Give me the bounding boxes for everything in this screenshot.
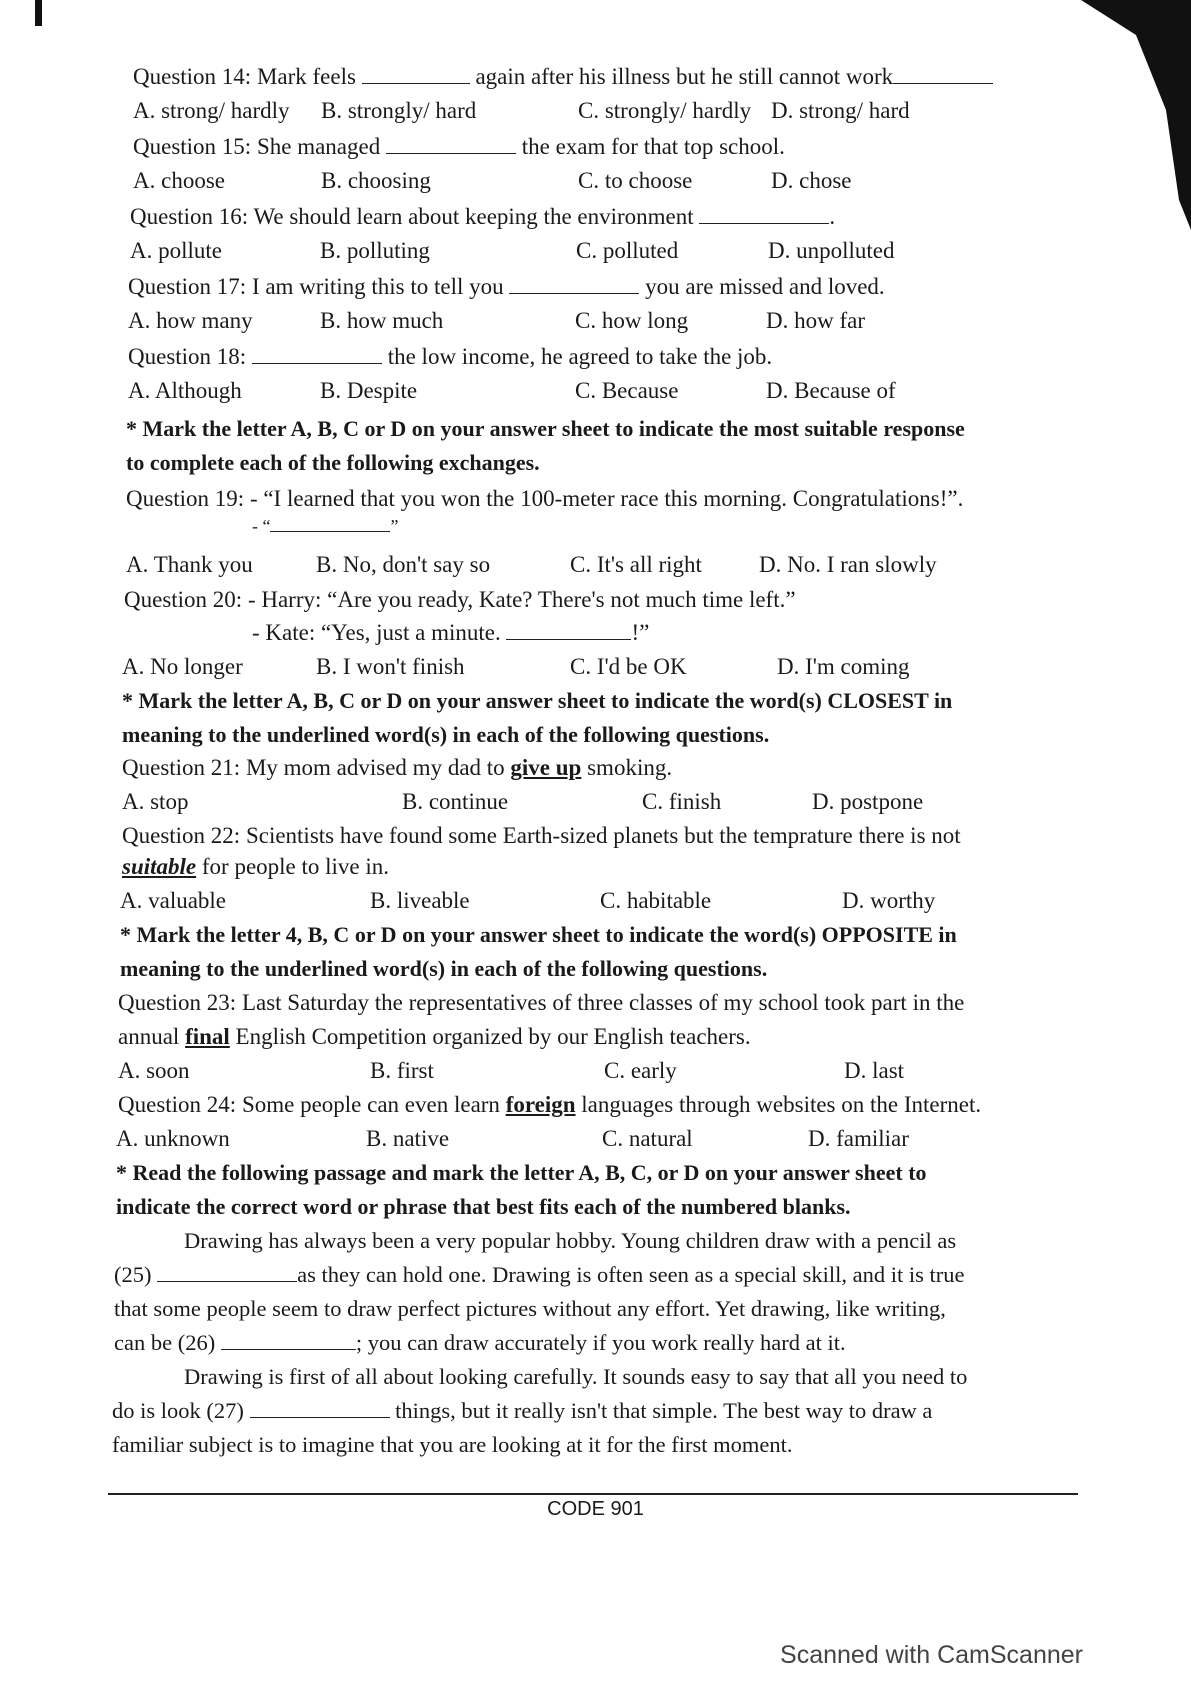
instruction-passage: * Read the following passage and mark the letter A, B, C, or D on your answer sheet to — [116, 1160, 927, 1185]
passage-line: Drawing has always been a very popular hobby. Young children draw with a pencil as — [184, 1228, 957, 1253]
instruction-closest: meaning to the underlined word(s) in each of the following questions. — [122, 722, 770, 747]
option-b: B. I won't finish — [316, 654, 465, 679]
option-c: C. I'd be OK — [570, 654, 687, 679]
option-b: B. strongly/ hard — [321, 98, 477, 123]
option-d: D. unpolluted — [768, 238, 895, 263]
answer-blank-25 — [157, 1263, 297, 1282]
answer-blank — [270, 517, 390, 532]
question-22: Question 22: Scientists have found some Earth-sized planets but the temprature there is not — [122, 823, 961, 848]
question-21: Question 21: My mom advised my dad to give up smoking. — [122, 755, 673, 780]
question-23: Question 23: Last Saturday the representatives of three classes of my school took part in the — [118, 990, 965, 1015]
passage-line: can be (26) ; you can draw accurately if you work really hard at it. — [114, 1330, 846, 1355]
option-b: B. first — [370, 1058, 434, 1083]
question-14: Question 14: Mark feels again after his illness but he still cannot work — [133, 64, 993, 90]
instruction-opposite: * Mark the letter 4, B, C or D on your answer sheet to indicate the word(s) OPPOSITE in — [120, 922, 957, 947]
question-19: Question 19: - “I learned that you won the 100-meter race this morning. Congratulations!”. — [126, 486, 964, 511]
instruction-opposite: meaning to the underlined word(s) in each of the following questions. — [120, 956, 768, 981]
exam-code: CODE 901 — [547, 1498, 644, 1520]
option-d: D. Because of — [766, 378, 896, 403]
question-16: Question 16: We should learn about keeping the environment . — [130, 204, 836, 229]
question-20-reply: - Kate: “Yes, just a minute. !” — [252, 620, 650, 645]
question-15: Question 15: She managed the exam for that top school. — [133, 134, 785, 159]
passage-line: (25) as they can hold one. Drawing is often seen as a special skill, and it is true — [114, 1262, 965, 1287]
question-24: Question 24: Some people can even learn foreign languages through websites on the Internet. — [118, 1092, 982, 1117]
option-b: B. how much — [320, 308, 444, 333]
option-a: A. Although — [128, 378, 242, 403]
option-a: A. choose — [133, 168, 225, 193]
option-a: A. how many — [128, 308, 253, 333]
option-a: A. unknown — [116, 1126, 230, 1151]
underlined-word: foreign — [505, 1092, 576, 1117]
underlined-word: final — [185, 1024, 230, 1049]
instruction-passage: indicate the correct word or phrase that best fits each of the numbered blanks. — [116, 1194, 851, 1219]
option-b: B. continue — [402, 789, 509, 814]
scanner-watermark: Scanned with CamScanner — [780, 1641, 1083, 1669]
option-d: D. strong/ hard — [771, 98, 910, 123]
answer-blank-26 — [221, 1331, 356, 1350]
question-17: Question 17: I am writing this to tell you you are missed and loved. — [128, 274, 885, 299]
option-a: A. strong/ hardly — [133, 98, 290, 123]
option-c: C. polluted — [576, 238, 679, 263]
footer-rule — [108, 1493, 1078, 1495]
passage-line: Drawing is first of all about looking carefully. It sounds easy to say that all you need to — [184, 1364, 968, 1389]
option-c: C. how long — [575, 308, 689, 333]
option-b: B. Despite — [320, 378, 418, 403]
option-d: D. last — [844, 1058, 905, 1083]
underlined-word: suitable — [122, 854, 197, 879]
option-c: C. Because — [575, 378, 679, 403]
passage-line: that some people seem to draw perfect pictures without any effort. Yet drawing, like writing, — [114, 1296, 946, 1321]
option-a: A. soon — [118, 1058, 190, 1083]
answer-blank — [509, 275, 639, 294]
option-d: D. worthy — [842, 888, 936, 913]
option-d: D. No. I ran slowly — [759, 552, 937, 577]
answer-blank — [699, 205, 829, 224]
option-b: B. native — [366, 1126, 450, 1151]
underlined-word: give up — [510, 755, 582, 780]
question-23-cont: annual final English Competition organized by our English teachers. — [118, 1024, 751, 1049]
option-c: C. early — [604, 1058, 677, 1083]
option-a: A. Thank you — [126, 552, 253, 577]
option-c: C. strongly/ hardly — [578, 98, 752, 123]
option-a: A. valuable — [120, 888, 227, 913]
question-22-cont: suitable for people to live in. — [122, 854, 390, 879]
option-d: D. familiar — [808, 1126, 909, 1151]
answer-blank-27 — [250, 1399, 390, 1418]
answer-blank — [252, 345, 382, 364]
option-a: A. No longer — [122, 654, 243, 679]
instruction-exchanges: * Mark the letter A, B, C or D on your answer sheet to indicate the most suitable response — [126, 416, 965, 441]
option-b: B. choosing — [321, 168, 431, 193]
passage-line: do is look (27) things, but it really isn't that simple. The best way to draw a — [112, 1398, 933, 1423]
option-a: A. stop — [122, 789, 189, 814]
answer-blank — [506, 621, 631, 640]
option-b: B. polluting — [320, 238, 430, 263]
option-b: B. liveable — [370, 888, 470, 913]
option-c: C. to choose — [578, 168, 693, 193]
answer-blank — [362, 65, 470, 84]
option-d: D. postpone — [812, 789, 924, 814]
question-18: Question 18: the low income, he agreed to take the job. — [128, 344, 773, 369]
option-c: C. habitable — [600, 888, 712, 913]
option-a: A. pollute — [130, 238, 222, 263]
answer-blank — [386, 135, 516, 154]
option-b: B. No, don't say so — [316, 552, 491, 577]
question-20: Question 20: - Harry: “Are you ready, Kate? There's not much time left.” — [124, 587, 796, 612]
instruction-closest: * Mark the letter A, B, C or D on your answer sheet to indicate the word(s) CLOSEST in — [122, 688, 953, 713]
option-d: D. I'm coming — [777, 654, 910, 679]
question-19-reply: - “ ” — [252, 516, 399, 536]
answer-blank — [893, 65, 993, 84]
passage-line: familiar subject is to imagine that you are looking at it for the first moment. — [112, 1432, 793, 1457]
option-c: C. natural — [602, 1126, 693, 1151]
option-c: C. finish — [642, 789, 722, 814]
instruction-exchanges: to complete each of the following exchanges. — [126, 450, 540, 475]
option-c: C. It's all right — [570, 552, 702, 577]
option-d: D. how far — [766, 308, 865, 333]
option-d: D. chose — [771, 168, 852, 193]
